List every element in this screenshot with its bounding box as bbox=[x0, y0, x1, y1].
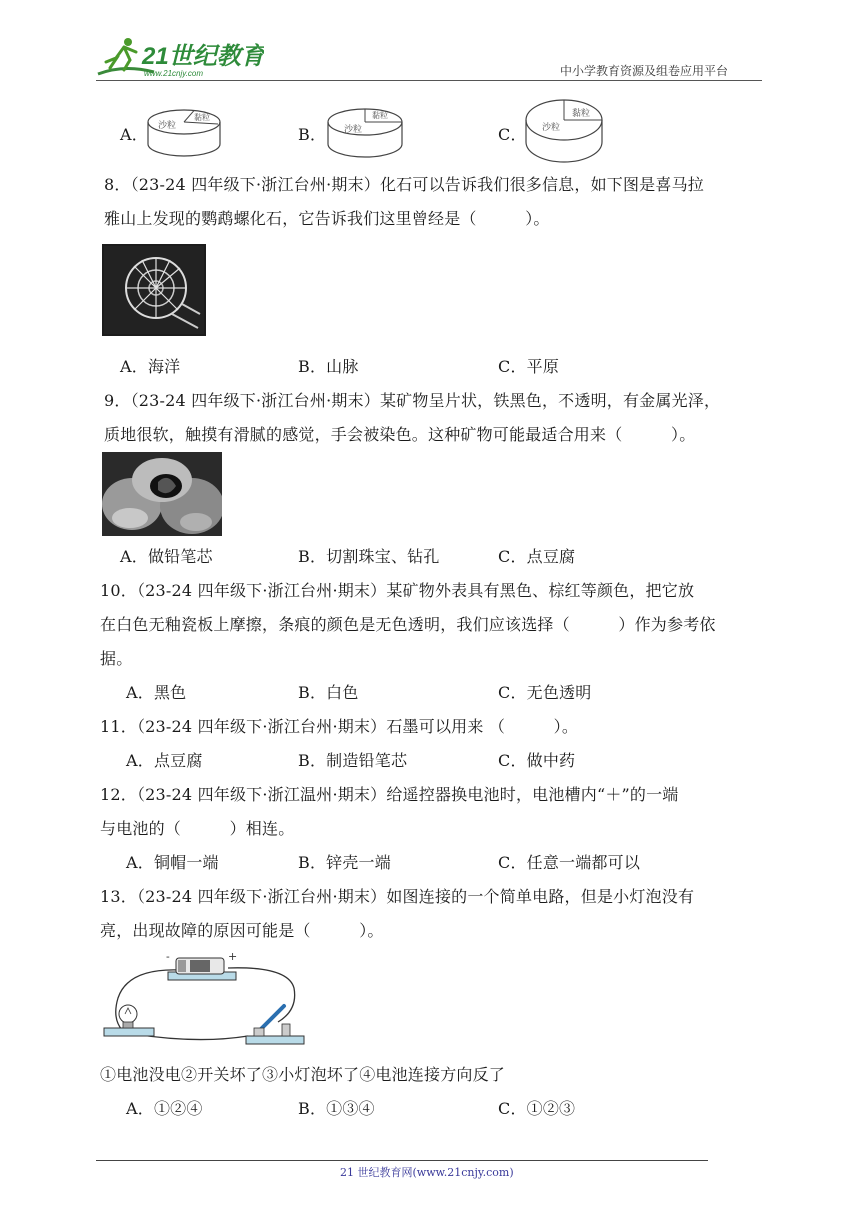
nautilus-fossil-image bbox=[102, 244, 206, 336]
q8-stem-line1: 8．（23-24 四年级下·浙江台州·期末）化石可以告诉我们很多信息，如下图是喜马拉 bbox=[104, 175, 704, 194]
footer-divider bbox=[96, 1160, 708, 1161]
q10-stem-line3: 据。 bbox=[100, 649, 133, 668]
q7b-clay-label: 黏粒 bbox=[372, 111, 388, 120]
q8-option-a: A．海洋 bbox=[120, 357, 181, 376]
q11-option-a: A．点豆腐 bbox=[126, 751, 203, 770]
q9-option-c: C．点豆腐 bbox=[498, 547, 576, 566]
q13-stem-line2: 亮，出现故障的原因可能是（ ）。 bbox=[100, 921, 384, 940]
q8-option-c: C．平原 bbox=[498, 357, 560, 376]
q10-option-a: A．黑色 bbox=[126, 683, 187, 702]
site-name: 中小学教育资源及组卷应用平台 bbox=[560, 64, 729, 78]
q9-option-a: A．做铅笔芯 bbox=[120, 547, 213, 566]
q13-stem-line1: 13．（23-24 四年级下·浙江台州·期末）如图连接的一个简单电路，但是小灯泡没有 bbox=[100, 887, 695, 906]
q12-option-b: B．锌壳一端 bbox=[298, 853, 391, 872]
q7-option-c-label: C． bbox=[498, 125, 527, 144]
q12-stem-line2: 与电池的（ ）相连。 bbox=[100, 819, 295, 838]
q11-option-b: B．制造铅笔芯 bbox=[298, 751, 408, 770]
q11-option-c: C．做中药 bbox=[498, 751, 576, 770]
q7a-sand-label: 沙粒 bbox=[158, 121, 177, 131]
q7c-sand-label: 沙粒 bbox=[542, 123, 561, 133]
q9-stem-line2: 质地很软，触摸有滑腻的感觉，手会被染色。这种矿物可能最适合用来（ ）。 bbox=[104, 425, 696, 444]
header-divider bbox=[96, 80, 762, 81]
q13-option-b: B．①③④ bbox=[298, 1099, 375, 1118]
q12-option-c: C．任意一端都可以 bbox=[498, 853, 641, 872]
q12-option-a: A．铜帽一端 bbox=[126, 853, 219, 872]
q7-option-b-label: B． bbox=[298, 125, 327, 144]
q7-option-a-diagram bbox=[146, 106, 222, 160]
site-logo bbox=[94, 34, 264, 80]
footer-text: 21 世纪教育网(www.21cnjy.com) bbox=[340, 1166, 514, 1179]
q13-option-c: C．①②③ bbox=[498, 1099, 576, 1118]
q10-stem-line1: 10．（23-24 四年级下·浙江台州·期末）某矿物外表具有黑色、棕红等颜色，把它放 bbox=[100, 581, 695, 600]
graphite-mineral-image bbox=[102, 452, 222, 536]
q7-option-b-diagram bbox=[326, 104, 404, 160]
battery-minus-label: - bbox=[166, 950, 170, 963]
q8-stem-line2: 雅山上发现的鹦鹉螺化石，它告诉我们这里曾经是（ ）。 bbox=[104, 209, 550, 228]
logo-text: 21世纪教育 bbox=[142, 43, 264, 70]
q7-option-c-diagram bbox=[524, 96, 604, 164]
q7b-sand-label: 沙粒 bbox=[344, 125, 363, 135]
q7-option-a-label: A． bbox=[120, 125, 148, 144]
battery-plus-label: + bbox=[228, 950, 238, 963]
q10-option-b: B．白色 bbox=[298, 683, 359, 702]
q9-stem-line1: 9．（23-24 四年级下·浙江台州·期末）某矿物呈片状，铁黑色，不透明，有金属光泽， bbox=[104, 391, 721, 410]
q7c-clay-label: 黏粒 bbox=[572, 109, 591, 119]
q7a-clay-label: 黏粒 bbox=[194, 113, 210, 122]
logo-url: www.21cnjy.com bbox=[144, 69, 203, 78]
q12-stem-line1: 12．（23-24 四年级下·浙江温州·期末）给遥控器换电池时，电池槽内“＋”的一端 bbox=[100, 785, 679, 804]
q9-option-b: B．切割珠宝、钻孔 bbox=[298, 547, 440, 566]
q8-option-b: B．山脉 bbox=[298, 357, 359, 376]
q10-option-c: C．无色透明 bbox=[498, 683, 592, 702]
q13-statements: ①电池没电②开关坏了③小灯泡坏了④电池连接方向反了 bbox=[100, 1065, 506, 1084]
q11-stem-line1: 11．（23-24 四年级下·浙江台州·期末）石墨可以用来 （ ）。 bbox=[100, 717, 579, 736]
runner-logo-icon bbox=[94, 34, 264, 80]
q10-stem-line2: 在白色无釉瓷板上摩擦，条痕的颜色是无色透明，我们应该选择（ ）作为参考依 bbox=[100, 615, 716, 634]
q13-option-a: A．①②④ bbox=[126, 1099, 203, 1118]
simple-circuit-diagram bbox=[98, 948, 310, 1054]
